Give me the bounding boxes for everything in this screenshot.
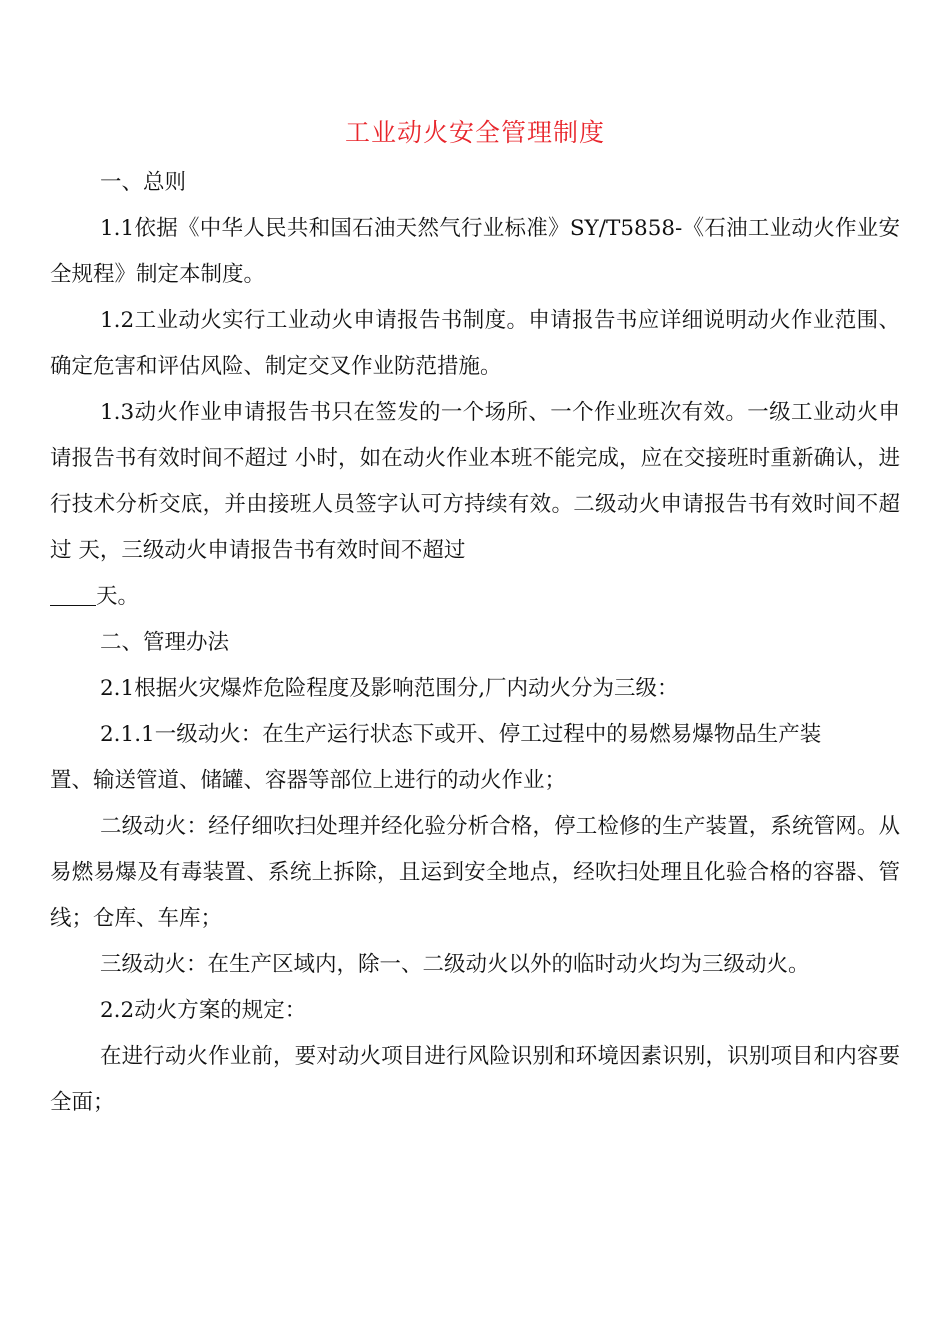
document-body (50, 160, 900, 1126)
paragraph-2-1: 2.1根据火灾爆炸危险程度及影响范围分,厂内动火分为三级： (100, 676, 679, 701)
paragraph-1-3-tail-text: 天。 (96, 584, 140, 609)
document-title: 工业动火安全管理制度 (344, 118, 605, 147)
paragraph-2-2-a: 在进行动火作业前，要对动火项目进行风险识别和环境因素识别，识别项目和内容要全面； (50, 1044, 900, 1115)
paragraph-1-1: 1.1依据《中华人民共和国石油天然气行业标准》SY/T5858-《石油工业动火作业安全规程》制定本制度。 (50, 216, 900, 287)
paragraph-level-2-fire: 二级动火：经仔细吹扫处理并经化验分析合格，停工检修的生产装置，系统管网。从易燃易爆及有毒装置、系统上拆除，且运到安全地点，经吹扫处理且化验合格的容器、管线；仓库、车库； (50, 814, 900, 931)
section-heading-general: 一、总则 (100, 170, 187, 195)
paragraph-1-3-tail (50, 574, 900, 620)
paragraph-1-2: 1.2工业动火实行工业动火申请报告书制度。申请报告书应详细说明动火作业范围、确定危害和评估风险、制定交叉作业防范措施。 (50, 308, 900, 379)
paragraph-1-3: 1.3动火作业申请报告书只在签发的一个场所、一个作业班次有效。一级工业动火申请报告书有效时间不超过 小时，如在动火作业本班不能完成，应在交接班时重新确认，进行技术分析交底，并由接班人员签字认可方持续有效。二级动火申请报告书有效时间不超过 天，三级动火申请报告书有效时间不超过 (50, 400, 900, 563)
paragraph-level-3-fire: 三级动火：在生产区域内，除一、二级动火以外的临时动火均为三级动火。 (100, 952, 810, 977)
fill-in-blank (50, 581, 96, 606)
paragraph-2-1-1-continued: 置、输送管道、储罐、容器等部位上进行的动火作业； (50, 768, 567, 793)
section-heading-management: 二、管理办法 (100, 630, 230, 655)
paragraph-2-2: 2.2动火方案的规定： (100, 998, 307, 1023)
paragraph-2-1-1: 2.1.1一级动火：在生产运行状态下或开、停工过程中的易燃易爆物品生产装 (100, 722, 822, 747)
